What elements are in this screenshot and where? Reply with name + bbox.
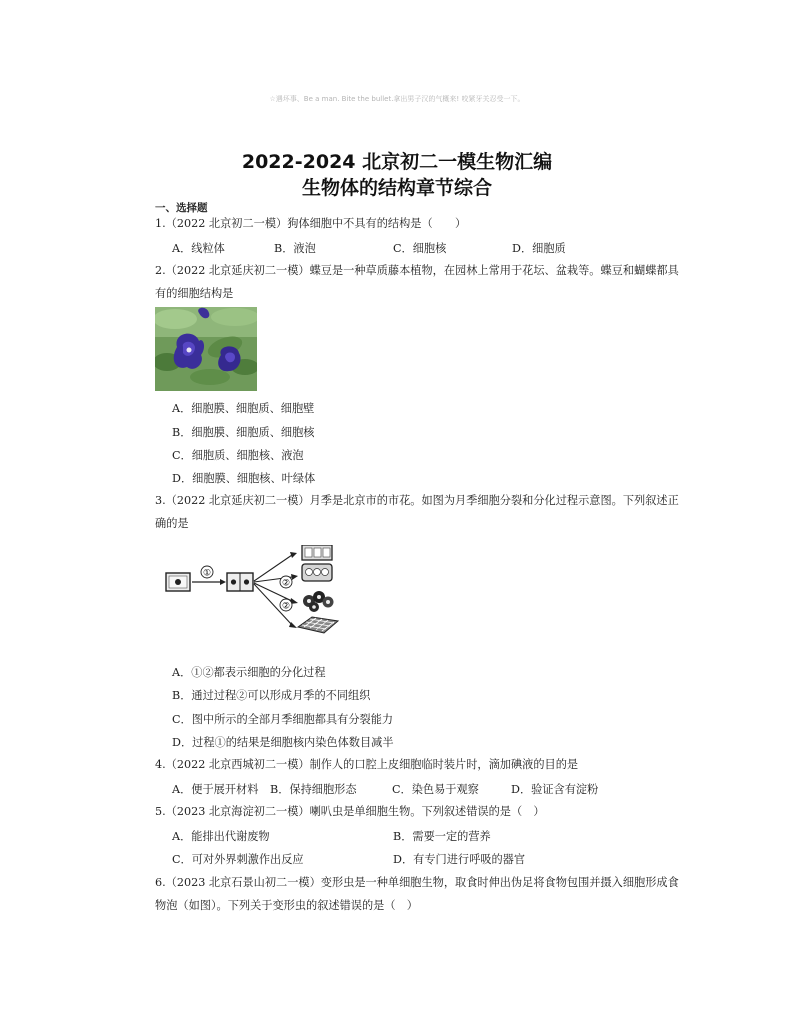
q1-option-c: C．细胞核 xyxy=(393,242,447,255)
tissue-rounded-cells xyxy=(302,564,332,581)
cell-division-differentiation-diagram xyxy=(164,545,340,637)
butterfly-pea-flower-photo xyxy=(155,307,257,391)
title-line-2: 生物体的结构章节综合 xyxy=(301,177,492,199)
initial-cell xyxy=(166,573,190,591)
q5-option-a: A．能排出代谢废物 xyxy=(172,830,270,843)
q2-option-b: B．细胞膜、细胞质、细胞核 xyxy=(172,426,315,439)
divided-cells xyxy=(227,573,253,591)
q4-option-d: D．验证含有淀粉 xyxy=(511,783,599,796)
process-label-1: ① xyxy=(202,568,212,579)
q3-stem-line-2: 确的是 xyxy=(155,517,189,530)
q5-option-c: C．可对外界刺激作出反应 xyxy=(172,853,304,866)
q4-option-a: A．便于展开材料 xyxy=(172,783,259,796)
q1-option-b: B．液泡 xyxy=(274,242,316,255)
process-label-2b: ② xyxy=(281,601,291,612)
header-note: ☆遇坏事、Be a man. Bite the bullet.拿出男子汉的气概来! 咬紧牙关忍受一下。 xyxy=(269,95,525,103)
q1-option-d: D．细胞质 xyxy=(512,242,566,255)
q4-stem: 4.（2022 北京西城初二一模）制作人的口腔上皮细胞临时装片时，滴加碘液的目的是 xyxy=(155,758,579,771)
tissue-clustered-cells xyxy=(303,591,334,612)
q1-stem: 1.（2022 北京初二一模）狗体细胞中不具有的结构是（ ） xyxy=(155,217,467,230)
q6-stem-line-2: 物泡（如图）。下列关于变形虫的叙述错误的是（ ） xyxy=(155,899,418,912)
q2-option-c: C．细胞质、细胞核、液泡 xyxy=(172,449,304,462)
q5-stem: 5.（2023 北京海淀初二一模）喇叭虫是单细胞生物。下列叙述错误的是（ ） xyxy=(155,805,545,818)
title-line-1: 2022-2024 北京初二一模生物汇编 xyxy=(241,151,553,173)
tissue-boxy-cells xyxy=(302,545,332,560)
q2-option-a: A．细胞膜、细胞质、细胞壁 xyxy=(172,402,315,415)
q1-option-a: A．线粒体 xyxy=(172,242,225,255)
process-label-2a: ② xyxy=(281,578,291,589)
q2-option-d: D．细胞膜、细胞核、叶绿体 xyxy=(172,472,316,485)
section-heading: 一、选择题 xyxy=(155,202,208,214)
q4-option-b: B．保持细胞形态 xyxy=(270,783,357,796)
q3-option-c: C．图中所示的全部月季细胞都具有分裂能力 xyxy=(172,713,394,726)
q6-stem-line-1: 6.（2023 北京石景山初二一模）变形虫是一种单细胞生物，取食时伸出伪足将食物包围并摄入细胞形成食 xyxy=(155,876,679,889)
q3-stem-line-1: 3.（2022 北京延庆初二一模）月季是北京市的市花。如图为月季细胞分裂和分化过程示意图。下列叙述正 xyxy=(155,494,679,507)
q3-option-b: B．通过过程②可以形成月季的不同组织 xyxy=(172,689,371,702)
q2-stem-line-1: 2.（2022 北京延庆初二一模）蝶豆是一种草质藤本植物，在园林上常用于花坛、盆栽等。蝶豆和蝴蝶都具 xyxy=(155,264,679,277)
q4-option-c: C．染色易于观察 xyxy=(392,783,479,796)
q3-option-a: A．①②都表示细胞的分化过程 xyxy=(172,666,326,679)
tissue-mesh-cells xyxy=(298,617,338,633)
q5-option-d: D．有专门进行呼吸的器官 xyxy=(393,853,526,866)
q3-option-d: D．过程①的结果是细胞核内染色体数目减半 xyxy=(172,736,394,749)
q5-option-b: B．需要一定的营养 xyxy=(393,830,491,843)
q2-stem-line-2: 有的细胞结构是 xyxy=(155,287,234,300)
